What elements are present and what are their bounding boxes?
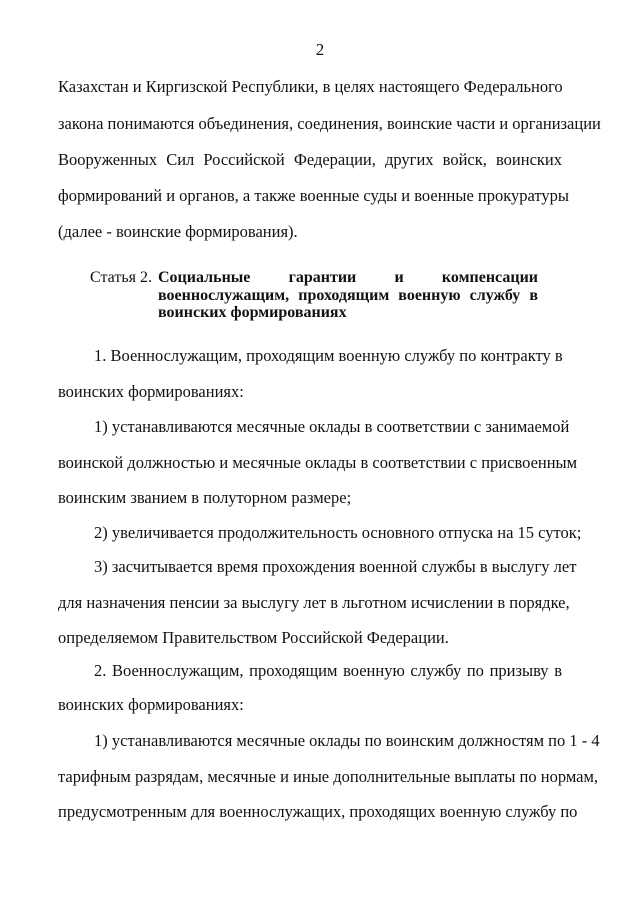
p2-1-line-1: 1) устанавливаются месячные оклады по воинским должностям по 1 - 4: [94, 731, 600, 750]
p1-line-1: 1. Военнослужащим, проходящим военную службу по контракту в: [94, 346, 563, 365]
intro-line-1: Казахстан и Киргизской Республики, в целях настоящего Федерального: [58, 77, 563, 96]
article-label: Статья 2.: [90, 269, 152, 286]
p1-3-line-3: определяемом Правительством Российской Федерации.: [58, 628, 449, 647]
p1-line-2: воинских формированиях:: [58, 382, 244, 401]
p1-3-line-1: 3) засчитывается время прохождения военной службы в выслугу лет: [94, 557, 577, 576]
page-number: 2: [315, 40, 325, 59]
article-title-line-1: Социальные гарантии и компенсации: [158, 269, 538, 286]
article-title-line-3: воинских формированиях: [158, 304, 347, 321]
p2-line-2: воинских формированиях:: [58, 695, 244, 714]
p2-1-line-2: тарифным разрядам, месячные и иные дополнительные выплаты по нормам,: [58, 767, 599, 786]
intro-line-5: (далее - воинские формирования).: [58, 222, 298, 241]
p1-1-line-3: воинским званием в полуторном размере;: [58, 488, 352, 507]
p1-3-line-2: для назначения пенсии за выслугу лет в льготном исчислении в порядке,: [58, 593, 570, 612]
intro-line-2: закона понимаются объединения, соединения, воинские части и организации: [58, 114, 601, 133]
intro-line-4: формирований и органов, а также военные суды и военные прокуратуры: [58, 186, 569, 205]
p1-1-line-1: 1) устанавливаются месячные оклады в соответствии с занимаемой: [94, 417, 570, 436]
p1-1-line-2: воинской должностью и месячные оклады в соответствии с присвоенным: [58, 453, 578, 472]
p2-1-line-3: предусмотренным для военнослужащих, проходящих военную службу по: [58, 802, 578, 821]
intro-line-3: Вооруженных Сил Российской Федерации, других войск, воинских: [58, 150, 562, 169]
p2-line-1: 2. Военнослужащим, проходящим военную службу по призыву в: [94, 661, 562, 680]
p1-2-line-1: 2) увеличивается продолжительность основного отпуска на 15 суток;: [94, 523, 582, 542]
article-title-line-2: военнослужащим, проходящим военную службу в: [158, 286, 538, 304]
